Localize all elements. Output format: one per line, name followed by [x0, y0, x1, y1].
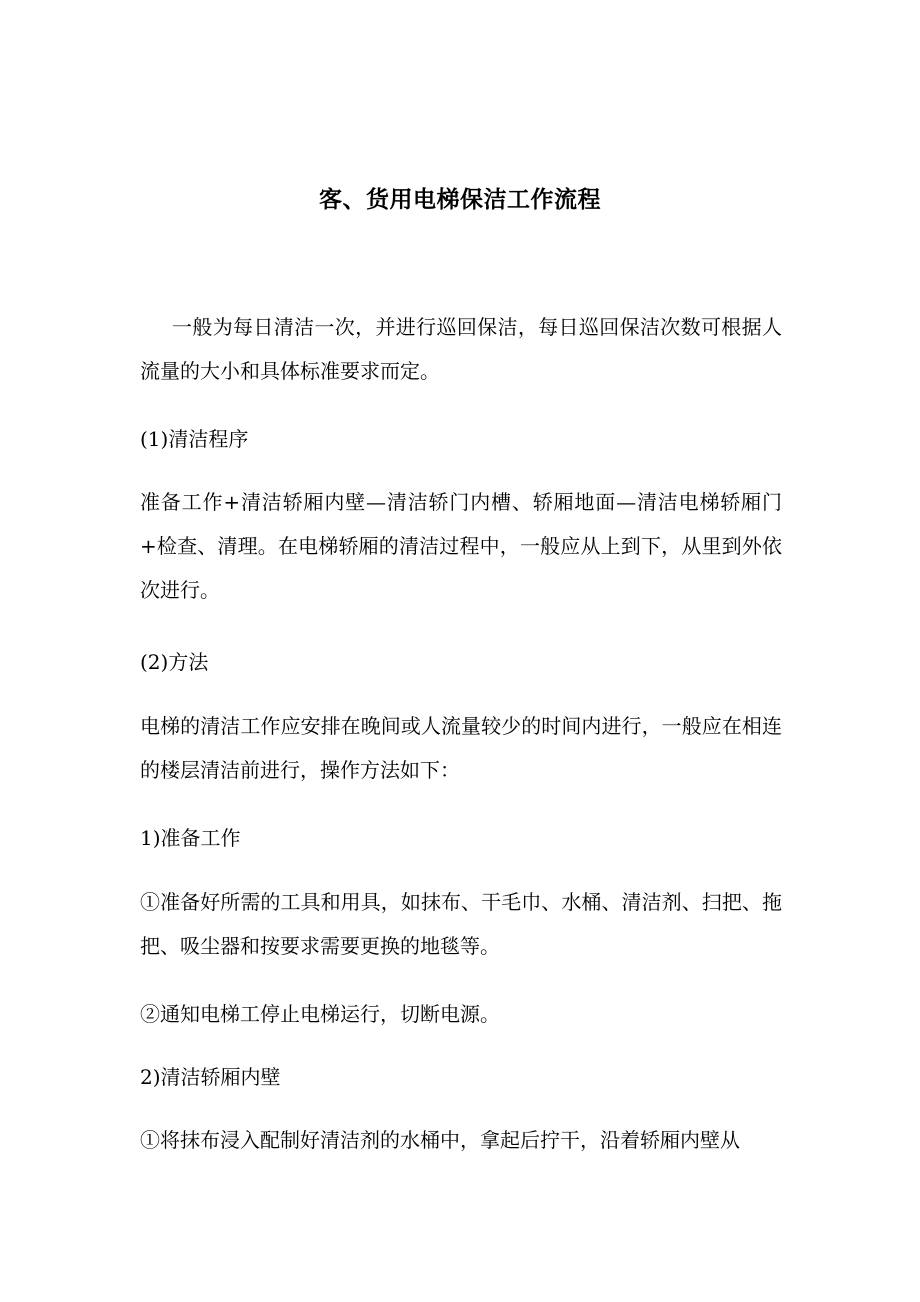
- section-1-body: 准备工作+清洁轿厢内壁—清洁轿门内槽、轿厢地面—清洁电梯轿厢门+检查、清理。在电梯轿厢的清洁过程中，一般应从上到下，从里到外依次进行。: [140, 490, 782, 602]
- subsection-2-heading: 2)清洁轿厢内壁: [140, 1065, 281, 1089]
- section-2-heading: (2)方法: [140, 650, 209, 674]
- section-2-body: 电梯的清洁工作应安排在晚间或人流量较少的时间内进行，一般应在相连的楼层清洁前进行，操作方法如下：: [140, 714, 782, 782]
- subsection-1-item-2: ②通知电梯工停止电梯运行，切断电源。: [140, 1002, 500, 1026]
- intro-paragraph: 一般为每日清洁一次，并进行巡回保洁，每日巡回保洁次数可根据人流量的大小和具体标准要求而定。: [140, 315, 782, 383]
- subsection-1-heading: 1)准备工作: [140, 826, 241, 850]
- subsection-1-item-1: ①准备好所需的工具和用具，如抹布、干毛巾、水桶、清洁剂、扫把、拖把、吸尘器和按要求需要更换的地毯等。: [140, 890, 782, 958]
- subsection-2-item-1: ①将抹布浸入配制好清洁剂的水桶中，拿起后拧干，沿着轿厢内壁从: [140, 1128, 740, 1152]
- document-title: 客、货用电梯保洁工作流程: [319, 186, 601, 213]
- section-1-heading: (1)清洁程序: [140, 427, 249, 451]
